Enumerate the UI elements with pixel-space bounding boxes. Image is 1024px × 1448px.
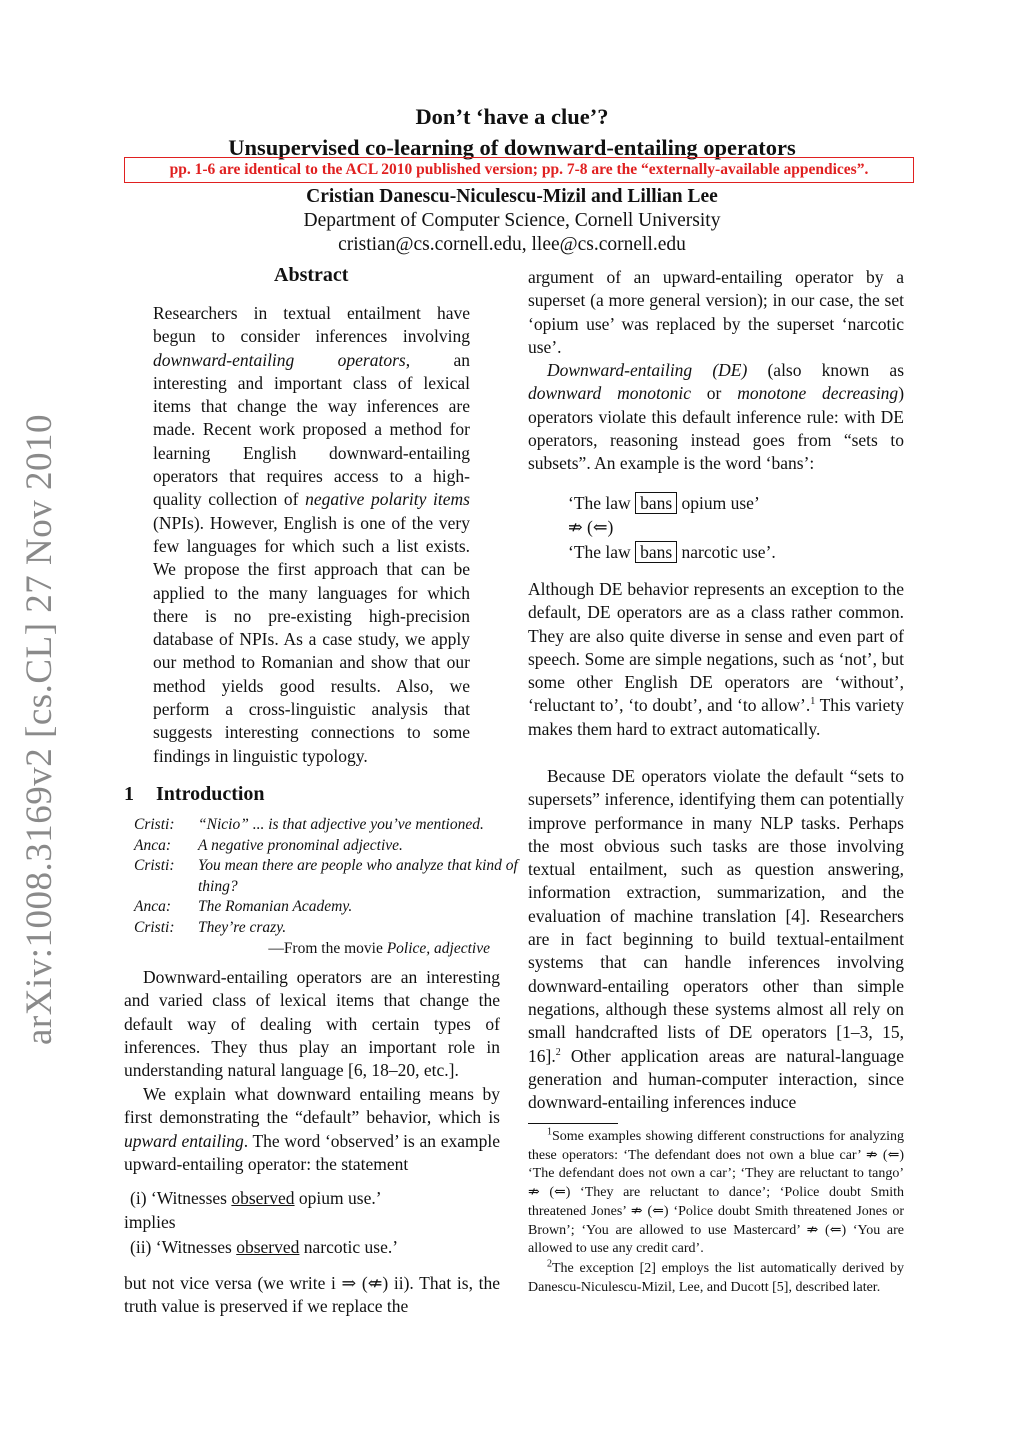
section-number: 1 <box>124 783 134 805</box>
right-paragraph-2: Downward-entailing (DE) (also known as downward monotonic or monotone decreasing) operators violate this default inference rule: with DE operators, reasoning instead goes from “sets to subsets”. An example is the word ‘bans’: <box>528 360 905 474</box>
bans-example-a: ‘The law bans opium use’ <box>568 493 760 513</box>
section-heading-introduction <box>124 783 265 806</box>
affiliation: Department of Computer Science, Cornell University <box>303 210 721 231</box>
dialogue-speaker: Cristi: <box>134 816 175 833</box>
abstract-body: Researchers in textual entailment have begun to consider inferences involving downward-entailing operators, an interesting and important class of lexical items that change the way inferences are made. Recent work proposed a method for learning English downward-entailing operators that requires access to a high-quality collection of negative polarity items (NPIs). However, English is one of the very few languages for which such a list exists. We propose the first approach that can be applied to the many languages for which there is no pre-existing high-precision database of NPIs. As a case study, we apply our method to Romanian and show that our method yields good results. Also, we perform a cross-linguistic analysis that suggests interesting connections to some findings in linguistic typology. <box>153 303 470 766</box>
dialogue-text: The Romanian Academy. <box>198 898 353 916</box>
authors: Cristian Danescu-Niculescu-Mizil and Lillian Lee <box>306 186 718 207</box>
intro-paragraph-1: Downward-entailing operators are an interesting and varied class of lexical items that change the default way of dealing with certain types of inferences. They thus play an important role in understanding natural language [6, 18–20, etc.]. <box>124 967 500 1081</box>
dialogue-speaker: Anca: <box>134 836 172 854</box>
arxiv-stamp: arXiv:1008.3169v2 [cs.CL] 27 Nov 2010 <box>19 414 60 1045</box>
epigraph-source: —From the movie Police, adjective <box>268 939 490 957</box>
dialogue-text: A negative pronominal adjective. <box>198 836 403 854</box>
version-note-box: pp. 1-6 are identical to the ACL 2010 published version; pp. 7-8 are the “externally-available appendices”. <box>124 157 914 183</box>
author-emails: cristian@cs.cornell.edu, llee@cs.cornell.edu <box>338 234 686 255</box>
footnote-1: $^1$Some examples showing different constructions for analyzing these operators: ‘The defendant does not own a blue car’ ⇏ (⇐) ‘The defendant does not own a car’; ‘They are reluctant to tango’ ⇏ (⇐) ‘They are reluctant to dance’; ‘Police doubt Smith threatened Jones’ ⇏ (⇐) ‘Police doubt Smith threatened Jones or Brown’; ‘You are allowed to use Mastercard’ ⇏ (⇐) ‘You are allowed to use any credit card’. <box>528 1126 904 1257</box>
abstract-term-de: downward-entailing operators <box>153 349 406 370</box>
abstract-heading: Abstract <box>274 264 349 286</box>
dialogue-speaker: Cristi: <box>134 857 175 875</box>
movie-title: Police, adjective <box>386 939 490 957</box>
dialogue-speaker: Anca: <box>134 898 172 916</box>
dialogue-text: “Nicio” ... is that adjective you’ve mentioned. <box>198 816 484 833</box>
right-paragraph-3: Although DE behavior represents an exception to the default, DE operators are as a class rather common. They are also quite diverse in sense and even part of speech. Some are simple negations, such as ‘not’, but some other English DE operators are ‘without’, ‘reluctant to’, ‘to doubt’, and ‘to allow’.$^1$ This variety makes them hard to extract automatically. <box>528 579 904 739</box>
footnote-ref-2[interactable]: 2 <box>555 1046 561 1058</box>
footnote-divider <box>528 1123 618 1124</box>
entailment-symbol: ⇏ (⇐) <box>568 517 614 537</box>
right-paragraph-4: Because DE operators violate the default “sets to supersets” inference, identifying them can potentially improve performance in many NLP tasks. Perhaps the most obvious such tasks are those involving textual entailment, such as question answering, information extraction, summarization, and the evaluation of machine translation [4]. Researchers are in fact beginning to build textual-entailment systems that can handle inferences involving downward-entailing operators other than simple negations, although these systems almost all rely on small handcrafted lists of DE operators [1–3, 15, 16].$^2$ Other application areas are natural-language generation and human-computer interaction, since downward-entailing inferences induce <box>528 766 904 1113</box>
example-ii: (ii) ‘Witnesses observed narcotic use.’ <box>130 1237 399 1257</box>
dialogue-line <box>134 815 524 836</box>
term-upward-entailing: upward entailing <box>124 1130 244 1151</box>
title-line-1: Don’t ‘have a clue’? <box>415 104 609 129</box>
dialogue-line <box>134 856 524 897</box>
right-paragraph-1: argument of an upward-entailing operator by a superset (a more general version); in our case, the set ‘opium use’ was replaced by the superset ‘narcotic use’. <box>528 267 904 357</box>
dialogue-line <box>134 918 524 939</box>
intro-paragraph-3: but not vice versa (we write i ⇒ (⇍) ii). That is, the truth value is preserved if we replace the <box>124 1273 500 1317</box>
boxed-operator: bans <box>635 541 677 563</box>
dialogue-speaker: Cristi: <box>134 918 175 936</box>
example-i: (i) ‘Witnesses observed opium use.’ <box>130 1188 382 1208</box>
dialogue-text: They’re crazy. <box>198 918 287 936</box>
intro-paragraph-2: We explain what downward entailing means by first demonstrating the “default” behavior, which is upward entailing. The word ‘observed’ is an example upward-entailing operator: the statement <box>124 1084 500 1174</box>
epigraph-dialogue <box>134 815 524 959</box>
dialogue-text: You mean there are people who analyze that kind of thing? <box>198 857 518 895</box>
title-line-2: Unsupervised co-learning of downward-entailing operators <box>228 135 796 160</box>
dialogue-line <box>134 836 524 857</box>
footnote-2: $^2$The exception [2] employs the list automatically derived by Danescu-Niculescu-Mizil, Lee, and Ducott [5], described later. <box>528 1258 904 1295</box>
implies-label: implies <box>124 1212 176 1232</box>
bans-example-b: ‘The law bans narcotic use’. <box>568 542 776 562</box>
section-title: Introduction <box>156 783 265 805</box>
footnote-ref-1[interactable]: 1 <box>810 696 816 708</box>
dialogue-line <box>134 897 524 918</box>
boxed-operator: bans <box>635 492 677 514</box>
abstract-term-npi: negative polarity items <box>305 489 470 510</box>
